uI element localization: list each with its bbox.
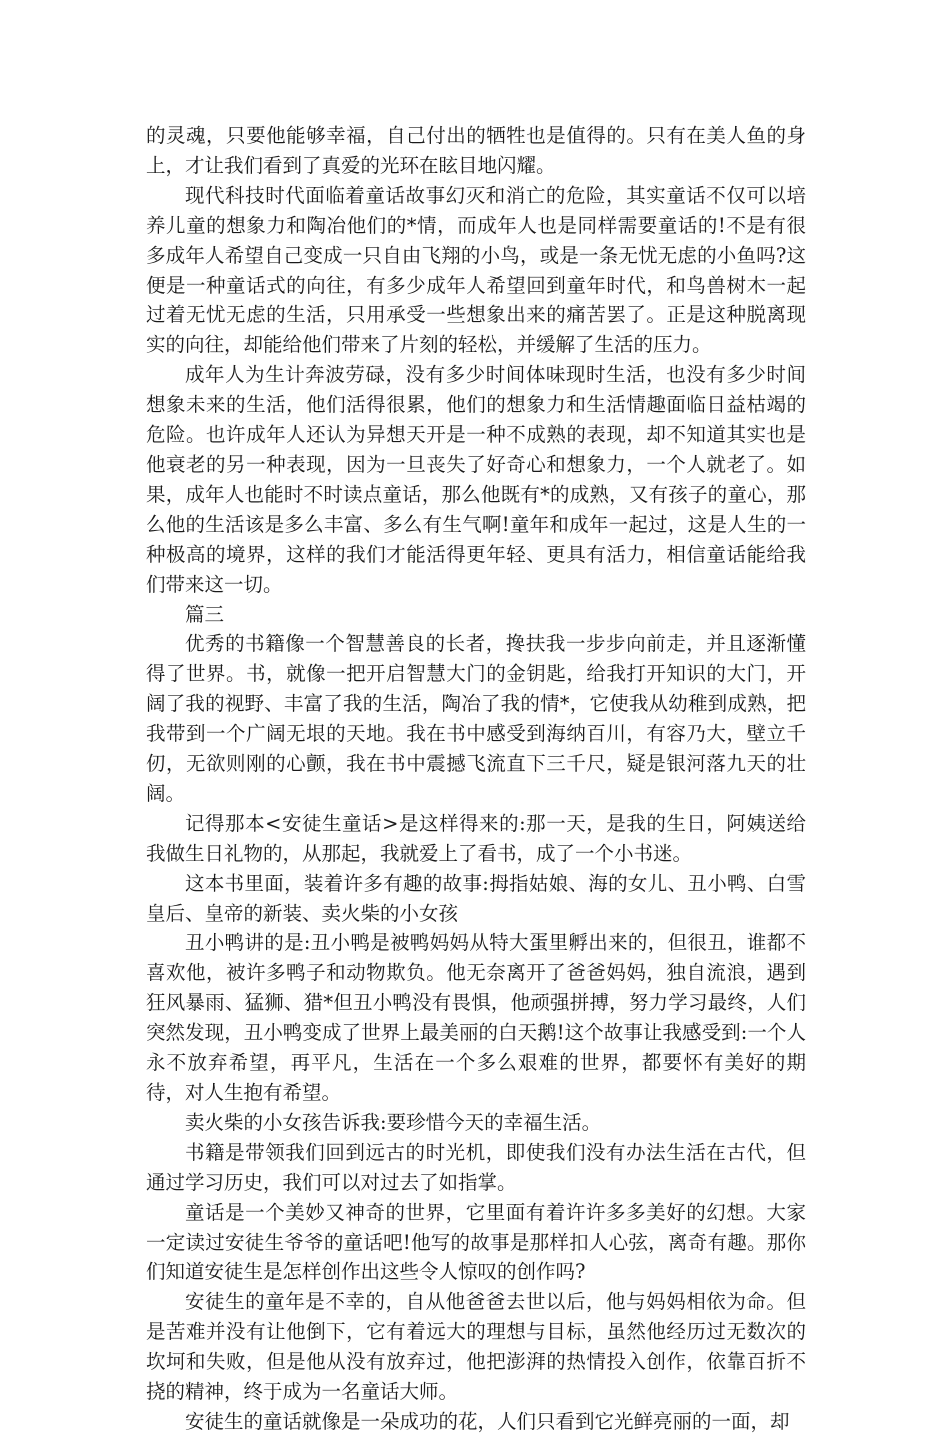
paragraph: 书籍是带领我们回到远古的时光机，即使我们没有办法生活在古代，但通过学习历史，我们可以对过去了如指掌。: [146, 1140, 806, 1194]
paragraph: 优秀的书籍像一个智慧善良的长者，搀扶我一步步向前走，并且逐渐懂得了世界。书，就像一把开启智慧大门的金钥匙，给我打开知识的大门，开阔了我的视野、丰富了我的生活，陶冶了我的情*，它使我从幼稚到成熟，把我带到一个广阔无垠的天地。我在书中感受到海纳百川，有容乃大，壁立千仞，无欲则刚的心颤，我在书中震撼飞流直下三千尺，疑是银河落九天的壮阔。: [146, 632, 806, 805]
paragraph: 成年人为生计奔波劳碌，没有多少时间体味现时生活，也没有多少时间想象未来的生活，他们活得很累，他们的想象力和生活情趣面临日益枯竭的危险。也许成年人还认为异想天开是一种不成熟的表现，却不知道其实也是他衰老的另一种表现，因为一旦丧失了好奇心和想象力，一个人就老了。如果，成年人也能时不时读点童话，那么他既有*的成熟，又有孩子的童心，那么他的生活该是多么丰富、多么有生气啊!童年和成年一起过，这是人生的一种极高的境界，这样的我们才能活得更年轻、更具有活力，相信童话能给我们带来这一切。: [146, 363, 806, 596]
paragraph: 丑小鸭讲的是:丑小鸭是被鸭妈妈从特大蛋里孵出来的，但很丑，谁都不喜欢他，被许多鸭子和动物欺负。他无奈离开了爸爸妈妈，独自流浪，遇到狂风暴雨、猛狮、猎*但丑小鸭没有畏惧，他顽强拼搏，努力学习最终，人们突然发现，丑小鸭变成了世界上最美丽的白天鹅!这个故事让我感受到:一个人永不放弃希望，再平凡，生活在一个多么艰难的世界，都要怀有美好的期待，对人生抱有希望。: [146, 931, 806, 1104]
paragraph: 这本书里面，装着许多有趣的故事:拇指姑娘、海的女儿、丑小鸭、白雪皇后、皇帝的新装、卖火柴的小女孩: [146, 871, 806, 925]
paragraph: 卖火柴的小女孩告诉我:要珍惜今天的幸福生活。: [185, 1110, 602, 1134]
section-heading: 篇三: [185, 602, 225, 626]
paragraph: 现代科技时代面临着童话故事幻灭和消亡的危险，其实童话不仅可以培养儿童的想象力和陶冶他们的*情，而成年人也是同样需要童话的!不是有很多成年人希望自己变成一只自由飞翔的小鸟，或是一条无忧无虑的小鱼吗?这便是一种童话式的向往，有多少成年人希望回到童年时代，和鸟兽树木一起过着无忧无虑的生活，只用承受一些想象出来的痛苦罢了。正是这种脱离现实的向往，却能给他们带来了片刻的轻松，并缓解了生活的压力。: [146, 183, 806, 357]
paragraph: 记得那本<安徒生童话>是这样得来的:那一天，是我的生日，阿姨送给我做生日礼物的，从那起，我就爱上了看书，成了一个小书迷。: [146, 811, 806, 865]
document-body: [146, 121, 806, 1437]
paragraph: 的灵魂，只要他能够幸福，自己付出的牺牲也是值得的。只有在美人鱼的身上，才让我们看到了真爱的光环在眩目地闪耀。: [146, 124, 806, 177]
paragraph: 安徒生的童话就像是一朵成功的花，人们只看到它光鲜亮丽的一面，却: [185, 1409, 790, 1433]
paragraph: 童话是一个美妙又神奇的世界，它里面有着许许多多美好的幻想。大家一定读过安徒生爷爷的童话吧!他写的故事是那样扣人心弦，离奇有趣。那你们知道安徒生是怎样创作出这些令人惊叹的创作吗?: [146, 1200, 806, 1284]
paragraph: 安徒生的童年是不幸的，自从他爸爸去世以后，他与妈妈相依为命。但是苦难并没有让他倒下，它有着远大的理想与目标，虽然他经历过无数次的坎坷和失败，但是他从没有放弃过，他把澎湃的热情投入创作，依靠百折不挠的精神，终于成为一名童话大师。: [146, 1290, 806, 1404]
